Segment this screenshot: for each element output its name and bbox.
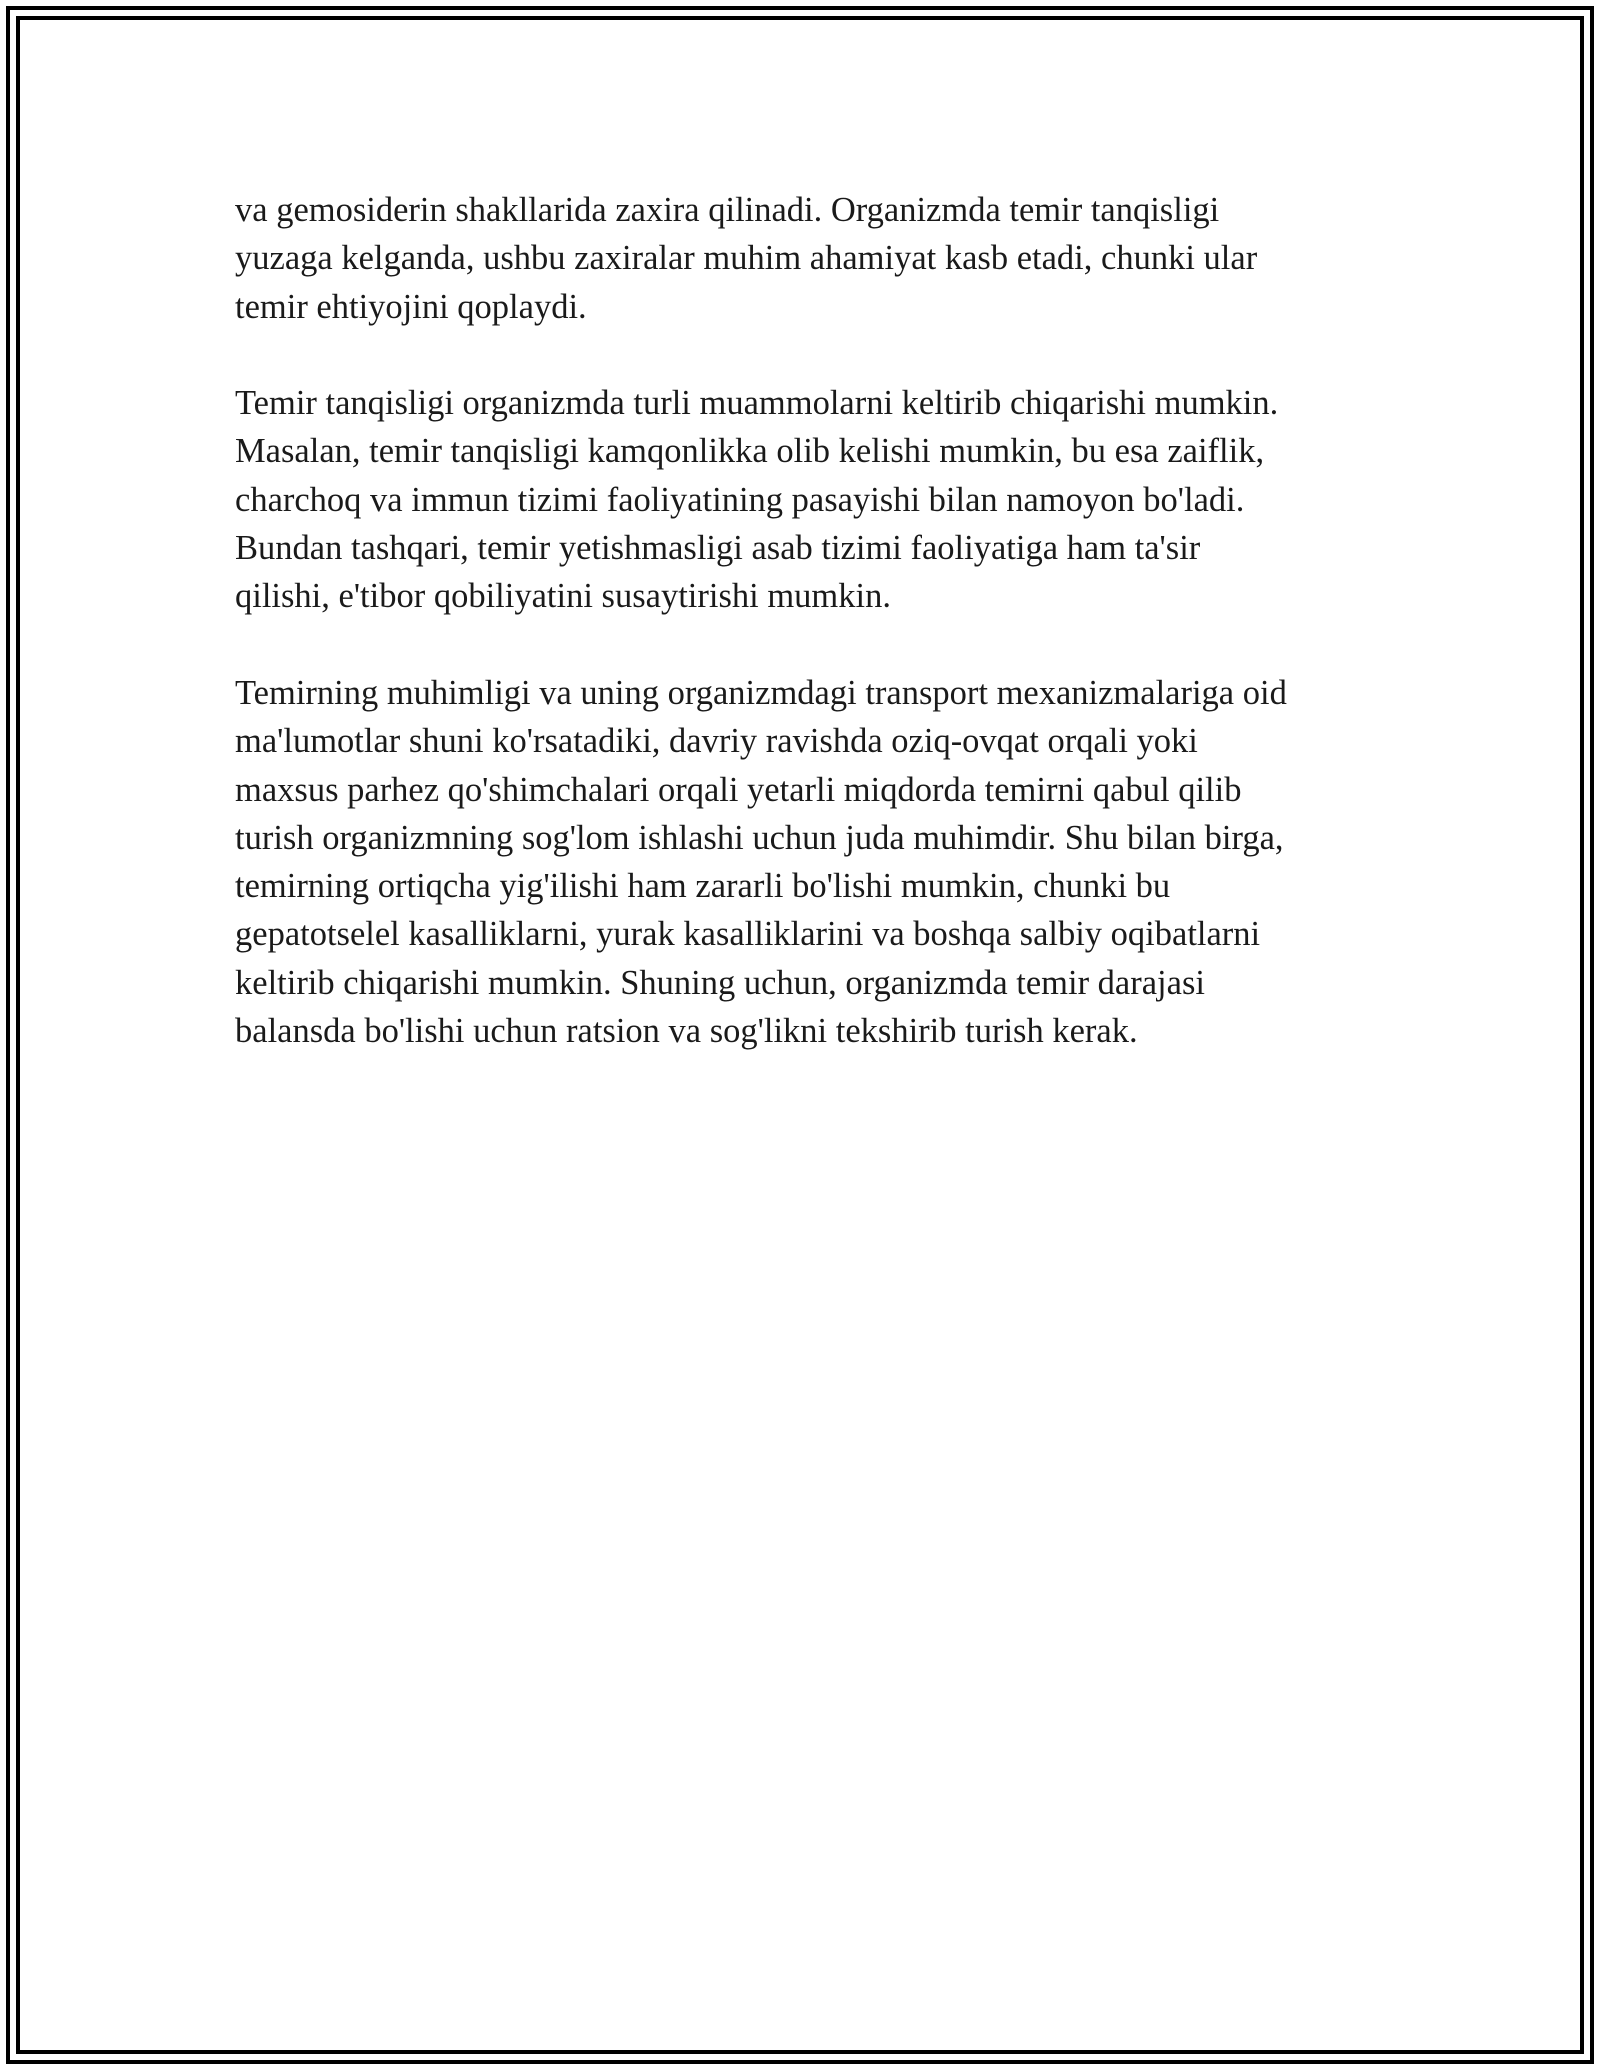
paragraph-1: va gemosiderin shakllarida zaxira qilinadi. Organizmda temir tanqisligi yuzaga kelganda, ushbu zaxiralar muhim ahamiyat kasb etadi, chunki ular temir ehtiyojini qoplaydi. [235, 191, 1258, 326]
paragraph-2: Temir tanqisligi organizmda turli muammolarni keltirib chiqarishi mumkin. Masalan, temir tanqisligi kamqonlikka olib kelishi mumkin, bu esa zaiflik, charchoq va immun tizimi faoliyatining pasayishi bilan namoyon bo'ladi. Bundan tashqari, temir yetishmasligi asab tizimi faoliyatiga ham ta'sir qilishi, e'tibor qobiliyatini susaytirishi mumkin. [235, 384, 1279, 616]
document-body [235, 186, 1370, 1104]
paragraph-3: Temirning muhimligi va uning organizmdagi transport mexanizmalariga oid ma'lumotlar shuni ko'rsatadiki, davriy ravishda oziq-ovqat orqali yoki maxsus parhez qo'shimchalari orqali yetarli miqdorda temirni qabul qilib turish organizmning sog'lom ishlashi uchun juda muhimdir. Shu bilan birga, temirning ortiqcha yig'ilishi ham zararli bo'lishi mumkin, chunki bu gepatotselel kasalliklarni, yurak kasalliklarini va boshqa salbiy oqibatlarni keltirib chiqarishi mumkin. Shuning uchun, organizmda temir darajasi balansda bo'lishi uchun ratsion va sog'likni tekshirib turish kerak. [235, 673, 1287, 1051]
